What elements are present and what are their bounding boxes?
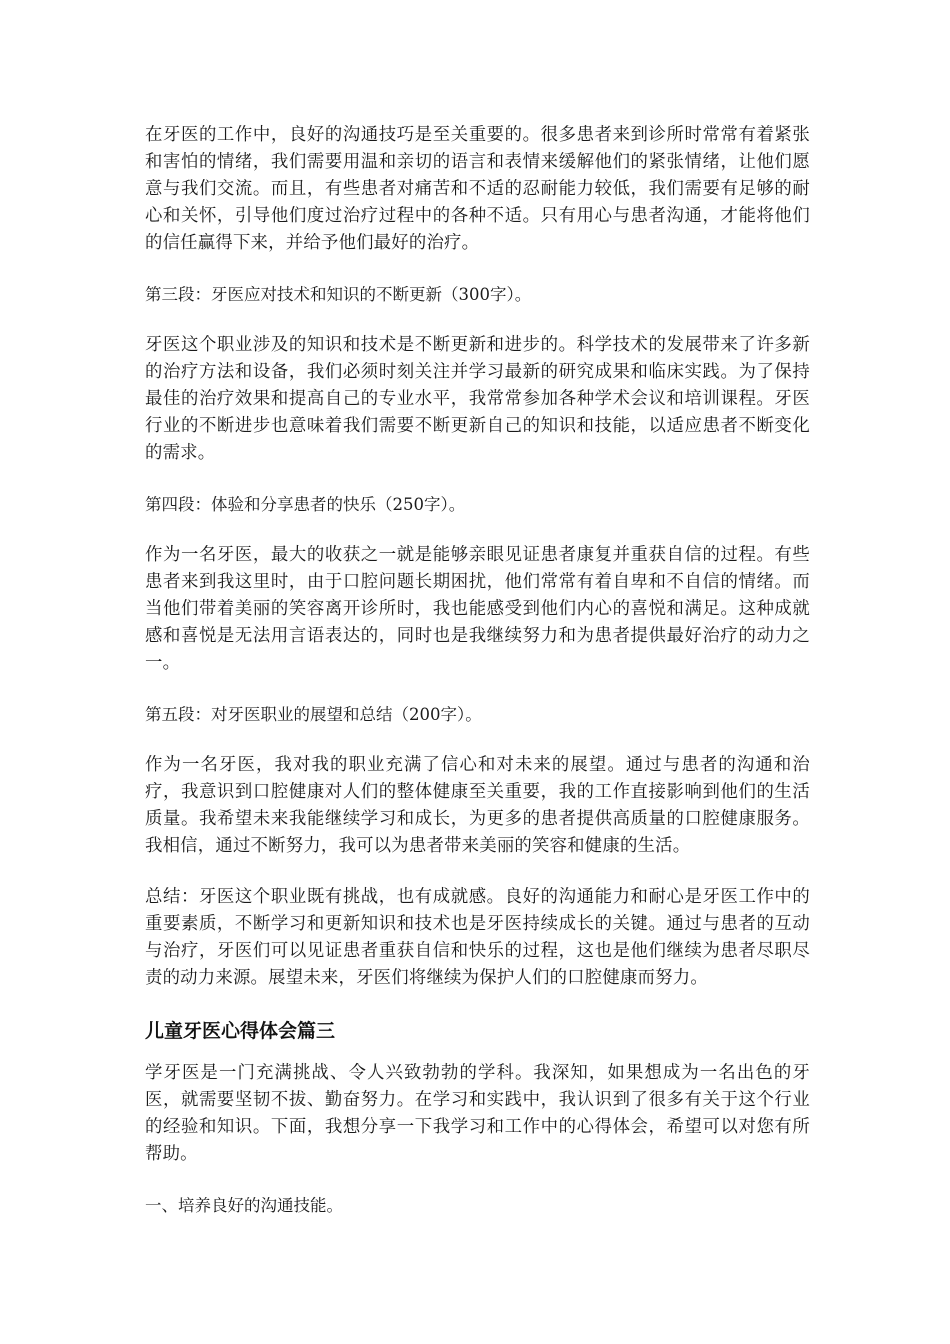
section-label-fifth: 第五段：对牙医职业的展望和总结（200字）。 (145, 705, 482, 724)
subsection-label-communication: 一、培养良好的沟通技能。 (145, 1196, 343, 1215)
paragraph-summary: 总结：牙医这个职业既有挑战，也有成就感。良好的沟通能力和耐心是牙医工作中的重要素质，不断学习和更新知识和技术也是牙医持续成长的关键。通过与患者的互动与治疗，牙医们可以见证患者重获自信和快乐的过程，这也是他们继续为患者尽职尽责的动力来源。展望未来，牙医们将继续为保护人们的口腔健康而努力。 (145, 887, 810, 988)
paragraph-intro: 学牙医是一门充满挑战、令人兴致勃勃的学科。我深知，如果想成为一名出色的牙医，就需要坚韧不拔、勤奋努力。在学习和实践中，我认识到了很多有关于这个行业的经验和知识。下面，我想分享一下我学习和工作中的心得体会，希望可以对您有所帮助。 (145, 1063, 810, 1164)
section-label-fourth: 第四段：体验和分享患者的快乐（250字）。 (145, 495, 466, 514)
paragraph-technology-update: 牙医这个职业涉及的知识和技术是不断更新和进步的。科学技术的发展带来了许多新的治疗方法和设备，我们必须时刻关注并学习最新的研究成果和临床实践。为了保持最佳的治疗效果和提高自己的专业水平，我常常参加各种学术会议和培训课程。牙医行业的不断进步也意味着我们需要不断更新自己的知识和技能，以适应患者不断变化的需求。 (145, 335, 810, 463)
paragraph-patient-joy: 作为一名牙医，最大的收获之一就是能够亲眼见证患者康复并重获自信的过程。有些患者来到我这里时，由于口腔问题长期困扰，他们常常有着自卑和不自信的情绪。而当他们带着美丽的笑容离开诊所时，我也能感受到他们内心的喜悦和满足。这种成就感和喜悦是无法用言语表达的，同时也是我继续努力和为患者提供最好治疗的动力之一。 (145, 545, 810, 673)
section-heading: 儿童牙医心得体会篇三 (145, 1020, 336, 1042)
document-page (145, 122, 810, 1243)
paragraph-outlook: 作为一名牙医，我对我的职业充满了信心和对未来的展望。通过与患者的沟通和治疗，我意识到口腔健康对人们的整体健康至关重要，我的工作直接影响到他们的生活质量。我希望未来我能继续学习和成长，为更多的患者提供高质量的口腔健康服务。我相信，通过不断努力，我可以为患者带来美丽的笑容和健康的生活。 (145, 755, 810, 856)
section-label-third: 第三段：牙医应对技术和知识的不断更新（300字）。 (145, 285, 532, 304)
paragraph-communication: 在牙医的工作中，良好的沟通技巧是至关重要的。很多患者来到诊所时常常有着紧张和害怕的情绪，我们需要用温和亲切的语言和表情来缓解他们的紧张情绪，让他们愿意与我们交流。而且，有些患者对痛苦和不适的忍耐能力较低，我们需要有足够的耐心和关怀，引导他们度过治疗过程中的各种不适。只有用心与患者沟通，才能将他们的信任赢得下来，并给予他们最好的治疗。 (145, 125, 810, 253)
